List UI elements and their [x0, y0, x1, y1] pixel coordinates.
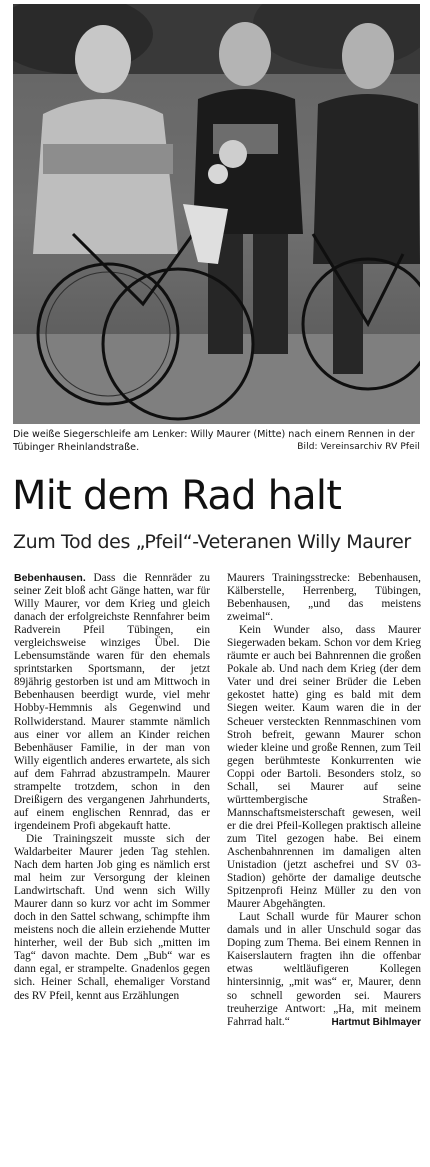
article-paragraph: Maurers Trainingsstrecke: Bebenhausen, Kälberstelle, Herrenberg, Tübingen, Bebenhausen, „und das meistens zweimal“. [227, 572, 421, 624]
article-photo [13, 4, 420, 424]
article-paragraph: Die Trainingszeit musste sich der Waldarbeiter Maurer jeden Tag stehlen. Nach dem harten Job ging es nämlich erst mal heim zur Versorgung der kleinen Landwirtschaft. Und wenn sich Willy Maurer dann so kurz vor acht im Sommer doch in den Sattel schwang, schimpfte ihm meistens noch die allein erziehende Mutter hinterher, weil der Bub sich „mitten im Tag“ davon machte. Dem „Bub“ war es dann egal, er strampelte. Gnadenlos gegen sich. Heiner Schall, ehemaliger Vorstand des RV Pfeil, kennt aus Erzählungen [14, 832, 210, 1002]
photo-caption [13, 428, 420, 454]
paragraph-text: Dass die Rennräder zu seiner Zeit bloß acht Gänge hatten, war für Willy Maurer, vor dem Krieg und gleich danach der erfolgreichste Rennfahrer beim Radverein Pfeil Tübingen, ein vergleichsweise winziges Übel. Die Lebensumstände waren für den ehemals sprintstarken Sportsmann, der jetzt 89jährig gestorben ist und am Mittwoch in Bebenhausen beerdigt wurde, viel mehr Hobby-Hemmnis als Gegenwind und Rollwiderstand. Maurer stammte nämlich aus einer vor allem an Kinder reichen Bebenhäuser Familie, in der man von Willy eigentlich anderes erwartete, als sich auf dem Fahrrad abzustrampeln. Maurer strampelte trotzdem, schon in den Dreißigern des vergangenen Jahrhunderts, auf einem englischen Rennrad, das er irgendeinem Profi abgekauft hatte. [14, 572, 210, 832]
article-paragraph [14, 572, 210, 833]
subheadline: Zum Tod des „Pfeil“-Veteranen Willy Maurer [13, 531, 411, 553]
photo-credit: Bild: Vereinsarchiv RV Pfeil [297, 442, 420, 452]
dateline: Bebenhausen. [14, 572, 86, 584]
article-paragraph: Kein Wunder also, dass Maurer Siegerwaden bekam. Schon vor dem Krieg räumte er auch bei Bahnrennen die großen Pokale ab. Und nach dem Krieg (der dem Vater und drei seiner Brüder die Leben gekostet hatte) ging es bald mit dem Siegen weiter. Kaum waren die in der Scheuer versteckten Rennmaschinen vom Stroh befreit, gewann Maurer schon wieder kleine und große Rennen, zum Teil gegen berühmteste Konkurrenten wie Coppi oder Bartoli. Besonders stolz, so Schall, sei Maurer auf seine württembergische Straßen-Mannschaftsmeisterschaft gewesen, weil er die drei Pfeil-Kollegen praktisch alleine zum Titel gezogen habe. Bei einem Aschenbahnrennen im damaligen alten Unistadion (jetzt aschefrei und SV 03-Stadion) gehörte der damalige deutsche Spitzenprofi Heinz Müller zu den von Maurer Abgehängten. [227, 624, 421, 911]
author-byline: Hartmut Bihlmayer [331, 1016, 421, 1028]
article-column-right [227, 572, 421, 1029]
article-column-left [14, 572, 210, 1003]
paragraph-text: Laut Schall wurde für Maurer schon damals und in aller Unschuld sogar das Doping zum Thema. Bei einem Rennen in Kaiserslautern fragten ihn die offenbar etwas weltläufigeren Kollegen hintersinnig, „mit was“ er, Maurer, denn so schnell geworden sei. Maurers treuherzige Antwort: „Ha, mit meinem Fahrrad halt.“ [227, 911, 421, 1028]
caption-text: Die weiße Siegerschleife am Lenker: Willy Maurer (Mitte) nach einem Rennen in der Tübinger Rheinlandstraße. [13, 429, 415, 453]
headline: Mit dem Rad halt [12, 473, 342, 519]
article-paragraph [227, 911, 421, 1028]
photo-three-cyclists-icon [13, 4, 420, 424]
